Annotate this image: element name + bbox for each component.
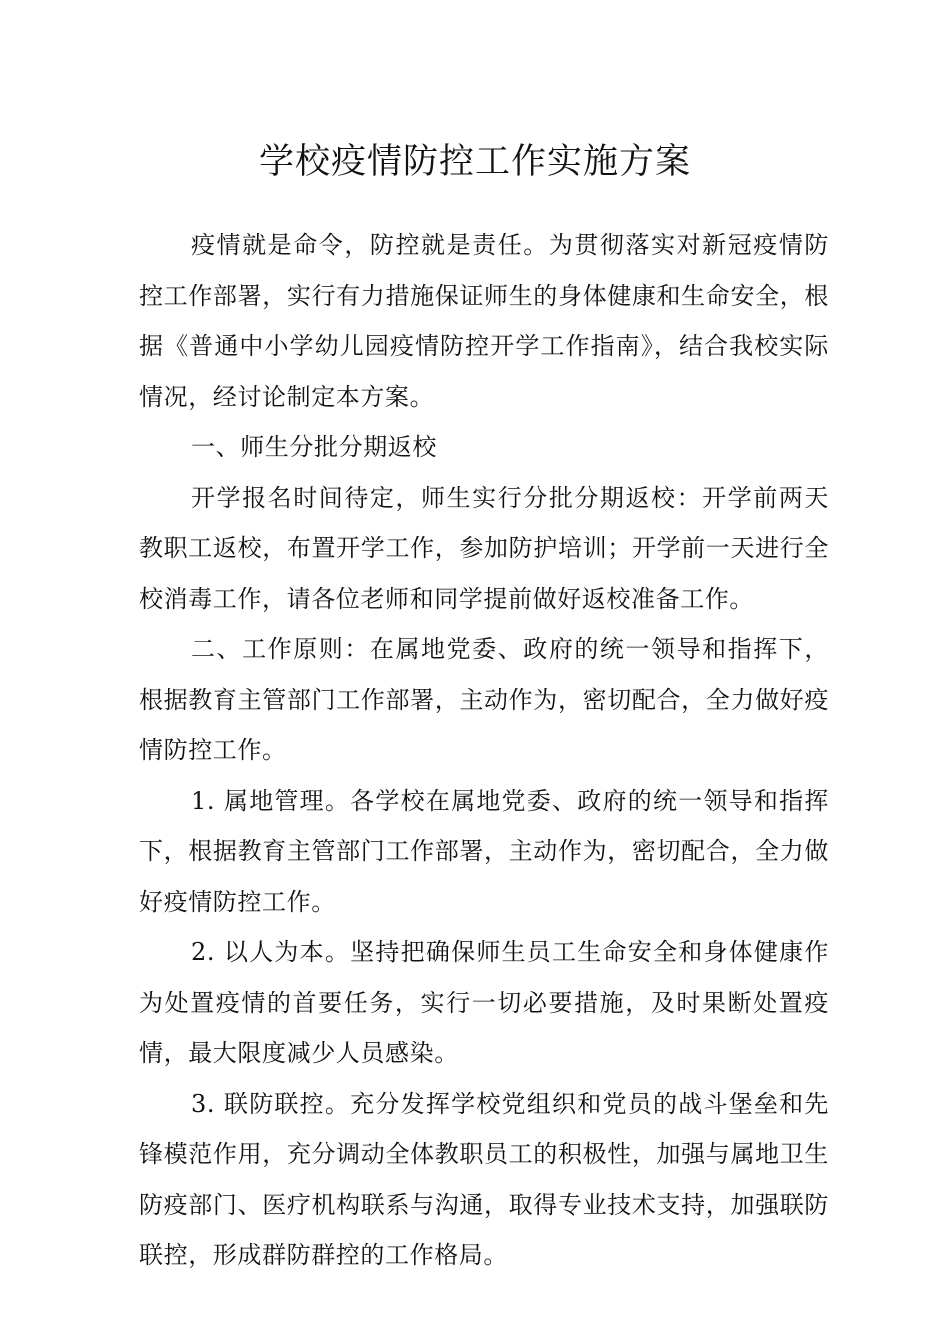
paragraph-principle-local-management: 1. 属地管理。各学校在属地党委、政府的统一领导和指挥下，根据教育主管部门工作部署，主动作为，密切配合，全力做好疫情防控工作。	[139, 786, 829, 916]
paragraph-principle-joint-prevention: 3. 联防联控。充分发挥学校党组织和党员的战斗堡垒和先锋模范作用，充分调动全体教职员工的积极性，加强与属地卫生防疫部门、医疗机构联系与沟通，取得专业技术支持，加强联防联控，形成群防群控的工作格局。	[139, 1089, 829, 1269]
document-body	[139, 220, 829, 1281]
section-heading-work-principles: 二、工作原则：在属地党委、政府的统一领导和指挥下，根据教育主管部门工作部署，主动作为，密切配合，全力做好疫情防控工作。	[139, 635, 829, 764]
section-heading-return-school: 一、师生分批分期返校	[191, 433, 437, 461]
paragraph-return-schedule: 开学报名时间待定，师生实行分批分期返校：开学前两天教职工返校，布置开学工作，参加防护培训；开学前一天进行全校消毒工作，请各位老师和同学提前做好返校准备工作。	[139, 483, 829, 613]
paragraph-principle-people-first: 2. 以人为本。坚持把确保师生员工生命安全和身体健康作为处置疫情的首要任务，实行一切必要措施，及时果断处置疫情，最大限度减少人员感染。	[139, 938, 829, 1067]
document-title: 学校疫情防控工作实施方案	[258, 142, 691, 182]
paragraph-intro: 疫情就是命令，防控就是责任。为贯彻落实对新冠疫情防控工作部署，实行有力措施保证师生的身体健康和生命安全，根据《普通中小学幼儿园疫情防控开学工作指南》，结合我校实际情况，经讨论制定本方案。	[139, 231, 829, 411]
